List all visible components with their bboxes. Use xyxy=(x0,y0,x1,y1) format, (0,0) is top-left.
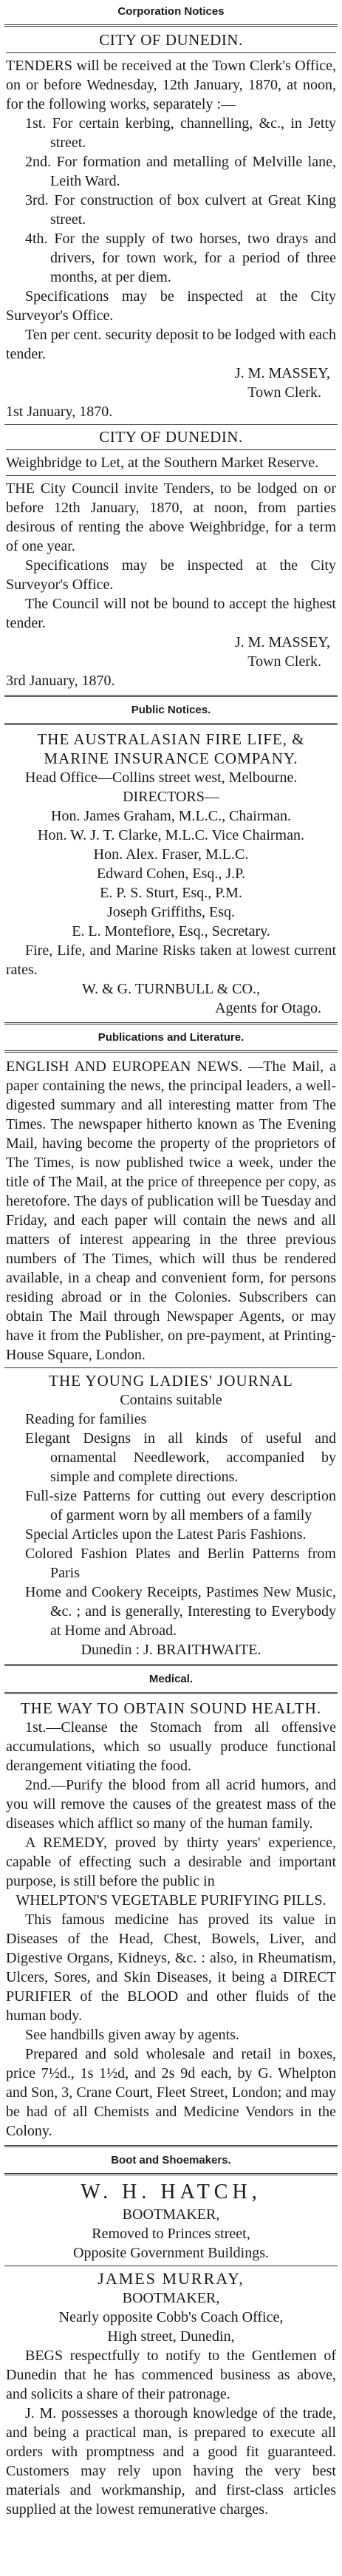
advert-para: See handbills given away by agents. xyxy=(25,2027,239,2043)
notice-date: 1st January, 1870. xyxy=(6,404,113,420)
director: Edward Cohen, Esq., J.P. xyxy=(96,866,246,882)
signer-role: Town Clerk. xyxy=(247,653,321,670)
advert-para: This famous medicine has proved its value in Diseases of the Head, Chest, Bowels, Liver, and Digestive Organs, Kidneys, &c. : also, in Rheumatism, Ulcers, Sores, and Skin Diseases, it being a DIRECT PURIFIER of the BLOOD and other fluids of the human body. xyxy=(6,1911,336,2024)
divider xyxy=(4,2173,338,2175)
notice-intro: TENDERS will be received at the Town Clerk's Office, on or before Wednesday, 12th January, 1870, at noon, for the following works, separately :— xyxy=(6,58,336,112)
director: Hon. Alex. Fraser, M.L.C. xyxy=(93,846,249,863)
tender-item: 1st. For certain kerbing, channelling, &c., in Jetty street. xyxy=(25,115,336,151)
notice-heading: CITY OF DUNEDIN. xyxy=(99,31,243,49)
advert-para: 1st.—Cleanse the Stomach from all offensive accumulations, which so usually produce functional derangement vitiating the food. xyxy=(6,1719,336,1774)
notice-subheading: Weighbridge to Let, at the Southern Market Reserve. xyxy=(6,455,319,471)
section-heading-boots: Boot and Shoemakers. xyxy=(111,2154,231,2167)
notice-spec: Specifications may be inspected at the City Surveyor's Office. xyxy=(6,288,336,324)
section-heading-public: Public Notices. xyxy=(131,704,211,716)
notice-security: Ten per cent. security deposit to be lodged with each tender. xyxy=(6,327,336,362)
divider xyxy=(6,52,336,53)
divider xyxy=(4,1022,338,1024)
divider xyxy=(4,1664,338,1666)
divider xyxy=(4,1692,338,1694)
agents-name: W. & G. TURNBULL & CO., xyxy=(82,981,260,997)
head-office: Head Office—Collins street west, Melbourne. xyxy=(25,769,298,786)
divider xyxy=(4,1367,338,1368)
notice-date: 3rd January, 1870. xyxy=(6,673,115,689)
divider xyxy=(4,2145,338,2147)
list-item: Full-size Patterns for cutting out every description of garment worn by all members of a family xyxy=(25,1488,336,1523)
notice-body: THE City Council invite Tenders, to be lodged on or before 12th January, 1870, at noon, from parties desirous of renting the above Weighbridge, for a term of one year. xyxy=(6,480,336,554)
agent-line: Dunedin : J. BRAITHWAITE. xyxy=(81,1642,261,1658)
divider xyxy=(6,475,336,476)
tender-item: 2nd. For formation and metalling of Melville lane, Leith Ward. xyxy=(25,154,336,189)
section-heading-publications: Publications and Literature. xyxy=(98,1031,244,1044)
notice-spec: Specifications may be inspected at the City Surveyor's Office. xyxy=(6,557,336,593)
tender-item: 3rd. For construction of box culvert at Great King street. xyxy=(25,192,336,228)
divider xyxy=(4,723,338,725)
bootmaker-name: JAMES MURRAY, xyxy=(98,2269,244,2288)
list-item: Colored Fashion Plates and Berlin Patterns from Paris xyxy=(25,1546,336,1581)
director: Hon. James Graham, M.L.C., Chairman. xyxy=(51,808,291,824)
product-name: WHELPTON'S VEGETABLE PURIFYING PILLS. xyxy=(16,1892,326,1909)
notice-heading: CITY OF DUNEDIN. xyxy=(99,428,243,446)
divider xyxy=(4,424,338,425)
advert-heading: THE YOUNG LADIES' JOURNAL xyxy=(49,1372,293,1390)
advert-para: BEGS respectfully to notify to the Gentlemen of Dunedin that he has commenced business as above, and solicits a share of their patronage. xyxy=(6,2348,336,2402)
divider xyxy=(4,24,338,27)
notice-weighbridge xyxy=(4,428,338,690)
advert-para: Prepared and sold wholesale and retail in boxes, price 7½d., 1s 1½d, and 2s 9d each, by G. Whelpton and Son, 3, Crane Court, Fleet Street, London; and may be had of all Chemists and Medicine Vendors in the Colony. xyxy=(6,2046,336,2139)
contains-label: Contains suitable xyxy=(120,1392,222,1408)
signer-name: J. M. MASSEY, xyxy=(234,634,330,650)
divider xyxy=(4,1050,338,1053)
tender-item: 4th. For the supply of two horses, two drays and drivers, for town work, for a period of three months, at per diem. xyxy=(25,231,336,285)
bootmaker-location: Nearly opposite Cobb's Coach Office, xyxy=(58,2309,284,2325)
signer-role: Town Clerk. xyxy=(247,384,321,401)
list-item: Home and Cookery Receipts, Pastimes New Music, &c. ; and is generally, Interesting to Everybody at Home and Abroad. xyxy=(25,1584,336,1639)
bootmaker-name: W. H. HATCH, xyxy=(81,2181,261,2203)
bootmaker-moved: Removed to Princes street, xyxy=(92,2226,250,2242)
advert-murray xyxy=(4,2269,338,2519)
advert-the-mail xyxy=(4,1057,338,1365)
section-heading-corporation: Corporation Notices xyxy=(117,5,225,18)
agents-for: Agents for Otago. xyxy=(215,1000,321,1016)
divider xyxy=(6,449,336,450)
advert-body: ENGLISH AND EUROPEAN NEWS. —The Mail, a paper containing the news, the principal leaders, a well-digested summary and all interesting matter from The Times. The newspaper hitherto known as The Evening Mail, having become the property of the proprietors of The Times, is now published twice a week, under the title of The Mail, at the price of threepence per copy, as heretofore. The days of publication will be Tuesday and Friday, and each paper will contain the news and all matters of interest appearing in the three previous numbers of The Times, which will thus be rendered available, in a cheap and convenient form, for persons residing abroad or in the Colonies. Subscribers can obtain The Mail through Newspaper Agents, or may have it from the Publisher, on pre-payment, at Printing-House Square, London. xyxy=(6,1058,336,1363)
bootmaker-opposite: Opposite Government Buildings. xyxy=(73,2245,269,2261)
advert-para: A REMEDY, proved by thirty years' experience, capable of effecting such a desirable and important purpose, is still before the public in xyxy=(6,1835,336,1889)
director: Joseph Griffiths, Esq. xyxy=(107,904,235,920)
advert-insurance xyxy=(4,730,338,1018)
rates-note: Fire, Life, and Marine Risks taken at lowest current rates. xyxy=(6,942,336,978)
list-item: Reading for families xyxy=(25,1411,147,1427)
directors-label: DIRECTORS— xyxy=(123,789,219,805)
bootmaker-trade: BOOTMAKER, xyxy=(122,2206,220,2223)
section-heading-medical: Medical. xyxy=(148,1673,194,1685)
divider xyxy=(4,695,338,697)
bootmaker-street: High street, Dunedin, xyxy=(107,2328,235,2345)
advert-para: 2nd.—Purify the blood from all acrid humors, and you will remove the causes of the greatest mass of the diseases which afflict so many of the human family. xyxy=(6,1777,336,1832)
list-item: Special Articles upon the Latest Paris Fashions. xyxy=(25,1526,307,1543)
advert-whelpton-pills xyxy=(4,1699,338,2141)
director: E. L. Montefiore, Esq., Secretary. xyxy=(72,923,270,939)
list-item: Elegant Designs in all kinds of useful and ornamental Needlework, accompanied by simple and complete directions. xyxy=(25,1430,336,1485)
notice-tenders-works xyxy=(4,31,338,421)
advert-hatch xyxy=(4,2180,338,2263)
notice-council: The Council will not be bound to accept the highest tender. xyxy=(6,596,336,631)
director: E. P. S. Sturt, Esq., P.M. xyxy=(100,885,242,901)
director: Hon. W. J. T. Clarke, M.L.C. Vice Chairman. xyxy=(38,827,304,843)
advert-heading: THE AUSTRALASIAN FIRE LIFE, & MARINE INSURANCE COMPANY. xyxy=(37,730,305,767)
bootmaker-trade: BOOTMAKER, xyxy=(122,2290,220,2306)
advert-heading: THE WAY TO OBTAIN SOUND HEALTH. xyxy=(20,1699,322,1717)
advert-para: J. M. possesses a thorough knowledge of the trade, and being a practical man, is prepared to execute all orders with promptness and a good fit guaranteed. Customers may rely upon having the very best materials and workmanship, and first-class articles supplied at the lowest remunerative charges. xyxy=(6,2405,336,2518)
advert-young-ladies-journal xyxy=(4,1371,338,1659)
signer-name: J. M. MASSEY, xyxy=(234,365,330,381)
